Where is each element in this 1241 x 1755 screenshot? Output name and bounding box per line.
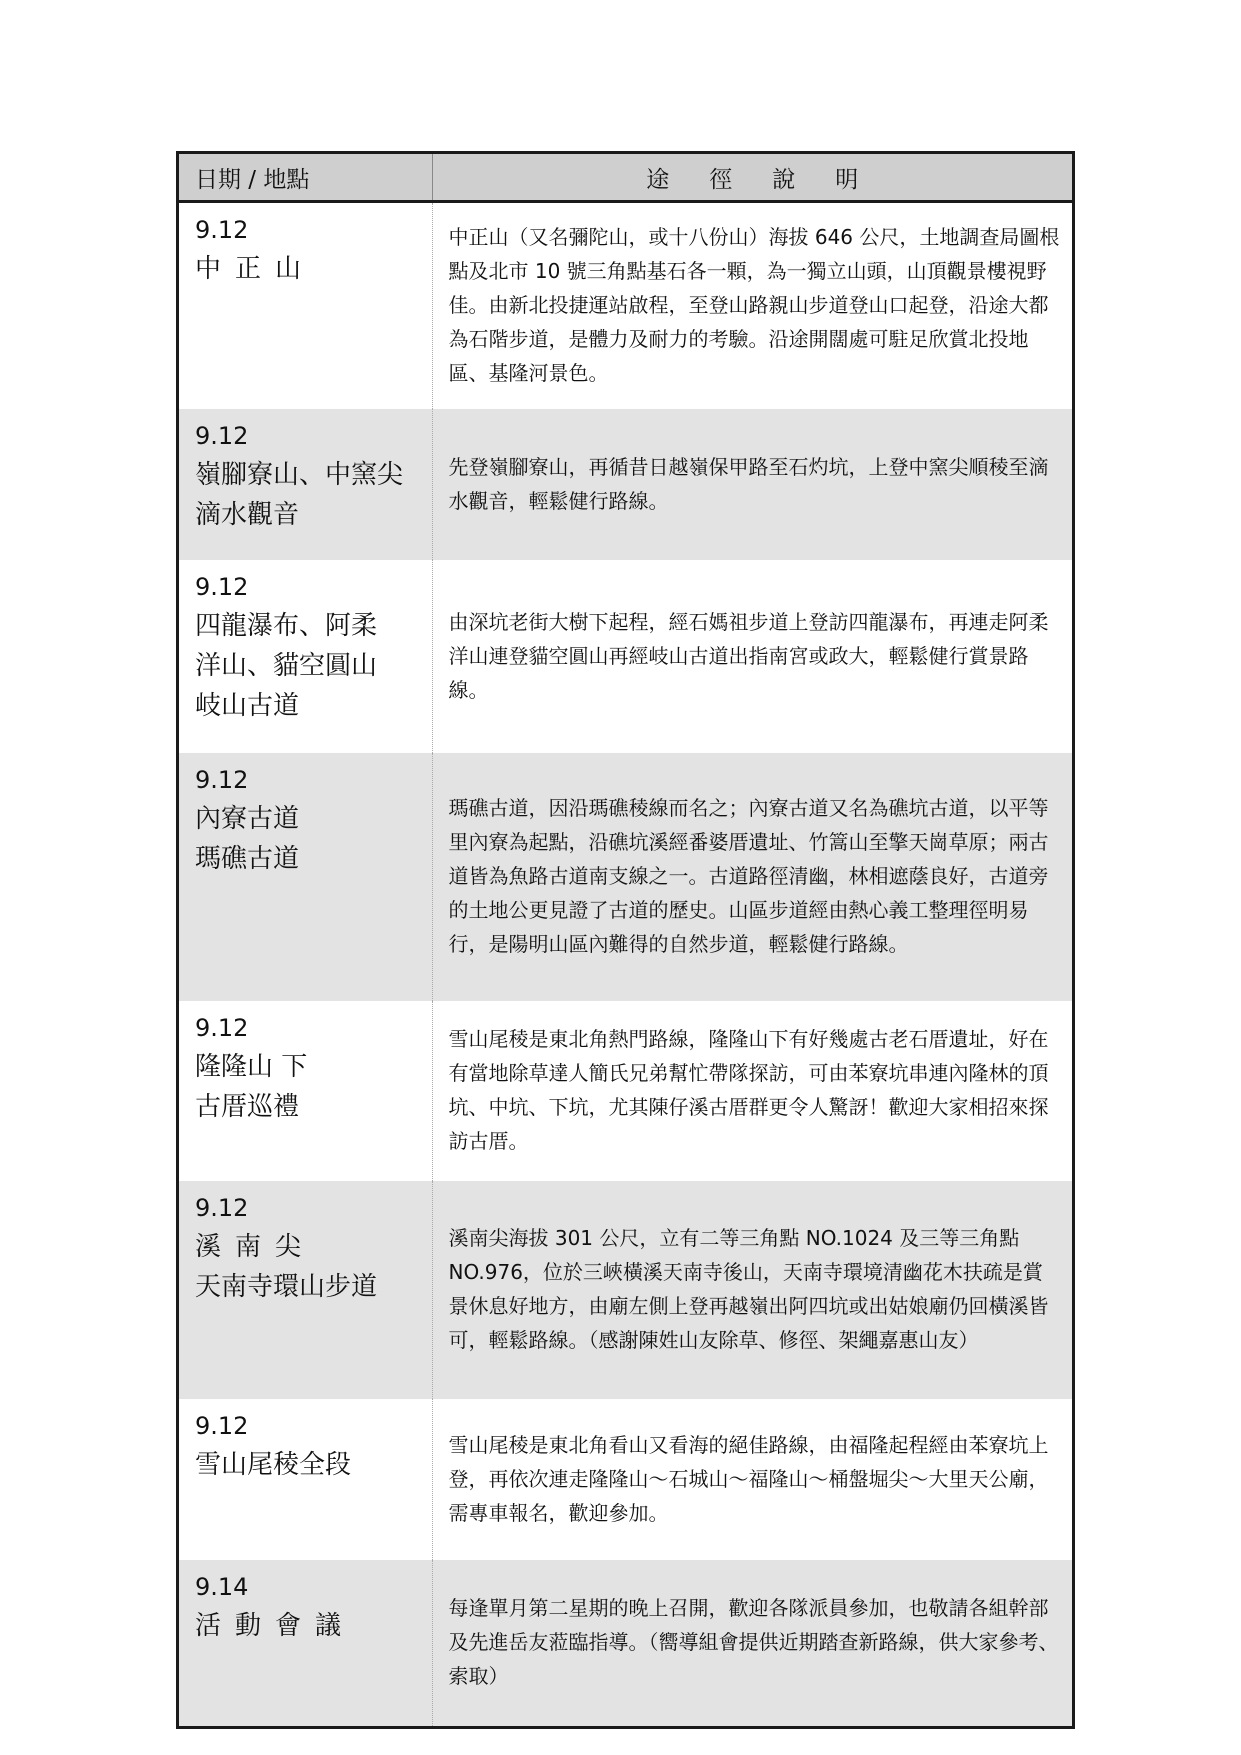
route-description: 每逢單月第二星期的晚上召開，歡迎各隊派員參加，也敬請各組幹部及先進岳友蒞臨指導。（嚮導組會提供近期踏查新路線，供大家參考、索取） (432, 1560, 1072, 1726)
row-date: 9.12 (195, 216, 249, 244)
route-description: 溪南尖海拔 301 公尺，立有二等三角點 NO.1024 及三等三角點 NO.976，位於三峽橫溪天南寺後山，天南寺環境清幽花木扶疏是賞景休息好地方，由廟左側上登再越嶺出阿四坑或出姑娘廟仍回橫溪皆可，輕鬆路線。（感謝陳姓山友除草、修徑、架繩嘉惠山友） (432, 1181, 1072, 1399)
row-location: 內寮古道 (195, 804, 300, 834)
row-date: 9.12 (195, 1412, 249, 1440)
date-place-cell (179, 1001, 432, 1181)
route-description: 中正山（又名彌陀山，或十八份山）海拔 646 公尺，土地調查局圖根點及北市 10 號三角點基石各一顆，為一獨立山頭，山頂觀景樓視野佳。由新北投捷運站啟程，至登山路親山步道登山口起登，沿途大都為石階步道，是體力及耐力的考驗。沿途開闊處可駐足欣賞北投地區、基隆河景色。 (448, 225, 1060, 385)
schedule-table (179, 154, 1072, 1726)
row-location: 古厝巡禮 (195, 1092, 300, 1122)
row-date: 9.12 (195, 422, 249, 450)
table-row (179, 753, 1072, 1001)
row-location: 嶺腳寮山、中窯尖 (195, 460, 404, 490)
date-place-cell (179, 202, 432, 410)
route-description: 雪山尾稜是東北角熱門路線，隆隆山下有好幾處古老石厝遺址，好在有當地除草達人簡氏兄弟幫忙帶隊探訪，可由苯寮坑串連內隆林的頂坑、中坑、下坑，尤其陳仔溪古厝群更令人驚訝！歡迎大家相招來探訪古厝。 (448, 1027, 1049, 1153)
row-date: 9.12 (195, 766, 249, 794)
date-place-cell (179, 409, 432, 560)
row-location: 溪南尖 (195, 1232, 316, 1262)
row-location: 雪山尾稜全段 (195, 1450, 352, 1480)
table-row (179, 1181, 1072, 1399)
date-place-cell (179, 1181, 432, 1399)
route-description: 瑪礁古道，因沿瑪礁稜線而名之；內寮古道又名為礁坑古道，以平等里內寮為起點，沿礁坑溪經番婆厝遺址、竹篙山至擎天崗草原；兩古道皆為魚路古道南支線之一。古道路徑清幽，林相遮蔭良好，古道旁的土地公更見證了古道的歷史。山區步道經由熱心義工整理徑明易行，是陽明山區內難得的自然步道，輕鬆健行路線。 (432, 753, 1072, 1001)
schedule-table-frame (176, 151, 1075, 1729)
table-header-row (179, 154, 1072, 202)
date-place-cell (179, 1560, 432, 1726)
header-route-description: 途徑說明 (432, 154, 1072, 202)
row-location: 天南寺環山步道 (195, 1272, 378, 1302)
row-location: 隆隆山 下 (195, 1052, 308, 1082)
row-date: 9.14 (195, 1573, 249, 1601)
row-location: 岐山古道 (195, 691, 300, 721)
row-location: 滴水觀音 (195, 500, 300, 530)
row-date: 9.12 (195, 1014, 249, 1042)
row-location: 瑪礁古道 (195, 844, 300, 874)
header-date-place: 日期 / 地點 (179, 154, 432, 202)
date-place-cell (179, 560, 432, 753)
row-location: 中正山 (195, 254, 316, 284)
table-row (179, 560, 1072, 753)
date-place-cell (179, 1399, 432, 1560)
row-location: 洋山、貓空圓山 (195, 651, 378, 681)
route-description: 雪山尾稜是東北角看山又看海的絕佳路線，由福隆起程經由苯寮坑上登，再依次連走隆隆山～石城山～福隆山～桶盤堀尖～大里天公廟，需專車報名，歡迎參加。 (448, 1432, 1049, 1525)
table-row (179, 202, 1072, 410)
table-row (179, 1399, 1072, 1560)
date-place-cell (179, 753, 432, 1001)
table-row (179, 409, 1072, 560)
route-description: 由深坑老街大樹下起程，經石媽祖步道上登訪四龍瀑布，再連走阿柔洋山連登貓空圓山再經岐山古道出指南宮或政大，輕鬆健行賞景路線。 (448, 609, 1049, 702)
table-row (179, 1560, 1072, 1726)
row-date: 9.12 (195, 573, 249, 601)
row-date: 9.12 (195, 1194, 249, 1222)
row-location: 活動會議 (195, 1611, 356, 1641)
table-row (179, 1001, 1072, 1181)
route-description: 先登嶺腳寮山，再循昔日越嶺保甲路至石灼坑，上登中窯尖順稜至滴水觀音，輕鬆健行路線。 (432, 409, 1072, 560)
row-location: 四龍瀑布、阿柔 (195, 611, 378, 641)
